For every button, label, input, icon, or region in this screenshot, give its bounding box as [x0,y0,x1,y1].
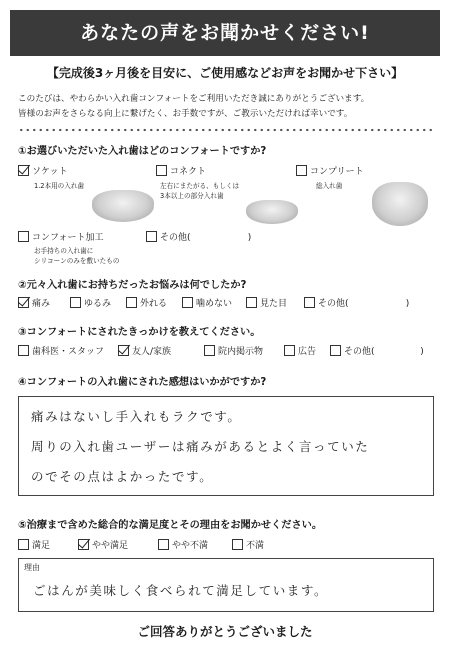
q3-option-other[interactable] [330,344,424,357]
dotted-divider [18,128,434,132]
q5-label-somewhat-satisfied: やや満足 [92,541,129,551]
q1-label-complete: コンプリート [310,167,364,177]
q1-label-comfort-process: コンフォート加工 [32,233,104,243]
q1-note-connect: 左右にまたがる、もしくは 3本以上の部分入れ歯 [160,182,240,200]
q2-checkbox-falls-out[interactable] [126,297,137,308]
intro-line-1: このたびは、やわらかい入れ歯コンフォートをご利用いただき誠にありがとうございます。 [18,94,370,104]
q5-option-somewhat-satisfied[interactable] [78,538,128,551]
q1-note-comfort-process: お手持ちの入れ歯に シリコーンのみを敷いたもの [34,247,120,265]
q2-option-other[interactable] [304,296,409,309]
q3-checkbox-dentist-staff[interactable] [18,345,29,356]
q2-label-cannot-chew: 噛めない [196,299,233,309]
q3-checkbox-friend-family[interactable] [118,345,129,356]
q1-checkbox-comfort-process[interactable] [18,231,29,242]
handwritten-answer-line-3: のでその点はよかったです。 [31,469,214,484]
q2-checkbox-pain[interactable] [18,297,29,308]
q5-checkbox-somewhat-dissatisfied[interactable] [158,539,169,550]
q1-note-socket: 1.2本用の入れ歯 [34,182,85,190]
q2-option-pain[interactable] [18,296,50,309]
q2-label-pain: 痛み [32,299,51,309]
handwritten-answer-line-2: 周りの入れ歯ユーザーは痛みがあるとよく言っていた [31,439,370,454]
q3-option-clinic-poster[interactable] [204,344,263,357]
q1-checkbox-connect[interactable] [156,165,167,176]
q5-option-somewhat-dissatisfied[interactable] [158,538,208,551]
intro-text [18,92,438,122]
q1-option-connect[interactable] [156,164,206,177]
thank-you-footer: ご回答ありがとうございました [137,624,313,639]
q3-option-friend-family[interactable] [118,344,171,357]
impression-answer-box[interactable] [18,396,434,496]
handwritten-reason: ごはんが美味しく食べられて満足しています。 [33,583,329,598]
q2-checkbox-cannot-chew[interactable] [182,297,193,308]
q2-option-falls-out[interactable] [126,296,167,309]
reason-label: 理由 [24,563,40,572]
question-5-title: ⑤治療まで含めた総合的な満足度とその理由をお聞かせください。 [18,520,323,531]
intro-line-2: 皆様のお声をさらなる向上に繋げたく、お手数ですが、ご教示いただければ幸いです。 [18,109,353,119]
q1-option-comfort-process[interactable] [18,230,104,243]
handwritten-answer-line-1: 痛みはないし手入れもラクです。 [31,409,242,424]
q1-option-socket[interactable] [18,164,67,177]
q5-label-satisfied: 満足 [32,541,51,551]
q2-option-cannot-chew[interactable] [182,296,232,309]
q3-checkbox-other[interactable] [330,345,341,356]
q3-option-dentist-staff[interactable] [18,344,104,357]
reason-answer-box[interactable] [18,558,434,612]
q3-checkbox-advertisement[interactable] [284,345,295,356]
denture-connect-image [246,200,298,224]
q1-checkbox-complete[interactable] [296,165,307,176]
denture-complete-image [372,182,428,226]
question-1-title: ①お選びいただいた入れ歯はどのコンフォートですか? [18,146,267,157]
q5-label-somewhat-dissatisfied: やや不満 [172,541,209,551]
q1-checkbox-socket[interactable] [18,165,29,176]
q2-label-other: その他( ) [318,299,410,309]
question-3-title: ③コンフォートにされたきっかけを教えてください。 [18,327,261,338]
q1-option-other[interactable] [146,230,251,243]
q3-checkbox-clinic-poster[interactable] [204,345,215,356]
q2-checkbox-appearance[interactable] [246,297,257,308]
q3-label-advertisement: 広告 [298,347,317,357]
q3-label-friend-family: 友人/家族 [132,347,172,357]
q3-label-other: その他( ) [344,347,424,357]
denture-socket-image [92,190,154,222]
q1-label-connect: コネクト [170,167,207,177]
q1-note-complete: 総入れ歯 [316,182,343,190]
q5-option-satisfied[interactable] [18,538,50,551]
page-title: あなたの声をお聞かせください! [10,10,440,56]
question-4-title: ④コンフォートの入れ歯にされた感想はいかがですか? [18,377,267,388]
q3-label-dentist-staff: 歯科医・スタッフ [32,347,105,357]
q5-label-dissatisfied: 不満 [246,541,265,551]
question-2-title: ②元々入れ歯にお持ちだったお悩みは何でしたか? [18,280,247,291]
q2-checkbox-loose[interactable] [70,297,81,308]
q2-option-loose[interactable] [70,296,111,309]
q1-label-socket: ソケット [32,167,68,177]
q5-checkbox-dissatisfied[interactable] [232,539,243,550]
q5-checkbox-somewhat-satisfied[interactable] [78,539,89,550]
q2-label-falls-out: 外れる [140,299,168,309]
q5-checkbox-satisfied[interactable] [18,539,29,550]
q1-option-complete[interactable] [296,164,364,177]
q2-label-loose: ゆるみ [84,299,112,309]
q1-checkbox-other[interactable] [146,231,157,242]
survey-subtitle: 【完成後3ヶ月後を目安に、ご使用感などお声をお聞かせ下さい】 [46,66,404,80]
q5-option-dissatisfied[interactable] [232,538,264,551]
q1-label-other: その他( ) [160,233,252,243]
q2-checkbox-other[interactable] [304,297,315,308]
q2-option-appearance[interactable] [246,296,287,309]
q2-label-appearance: 見た目 [260,299,288,309]
q3-label-clinic-poster: 院内掲示物 [218,347,264,357]
q3-option-advertisement[interactable] [284,344,316,357]
